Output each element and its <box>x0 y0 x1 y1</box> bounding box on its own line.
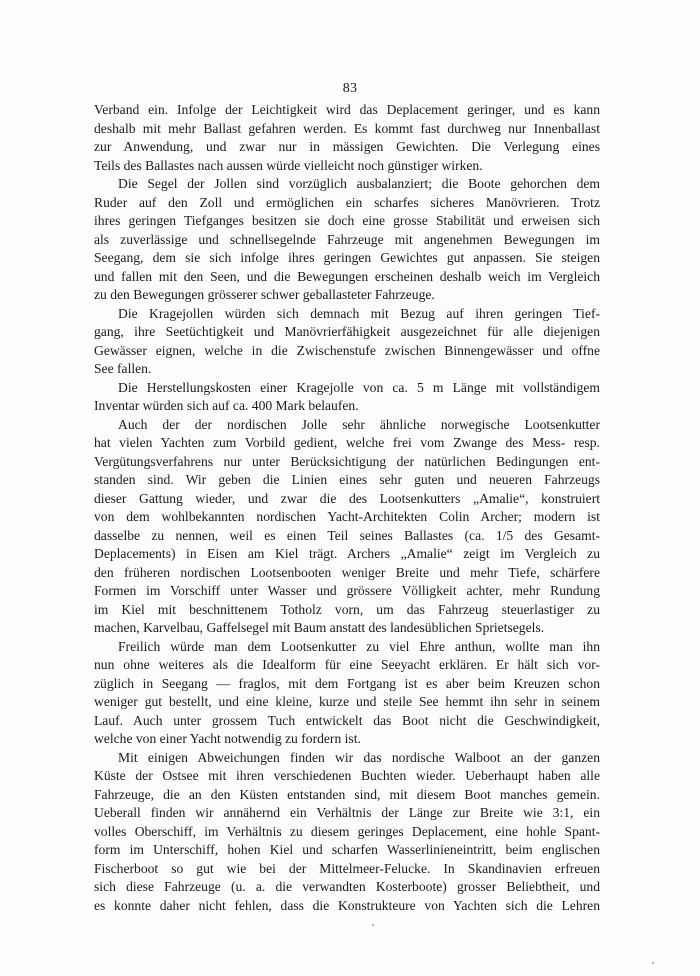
text-line: ihres geringen Tiefganges besitzen sie doch eine grosse Stabilität und erweisen sich <box>94 213 600 228</box>
text-line: Vergütungsverfahrens nur unter Berücksichtigung der natürlichen Bedingungen ent- <box>94 453 600 469</box>
text-line: sich diese Fahrzeuge (u. a. die verwandten Kosterboote) grosser Beliebtheit, und <box>94 879 600 894</box>
text-line: Fahrzeuge, die an den Küsten entstanden sind, mit diesem Boot manches gemein. <box>94 786 600 802</box>
text-line: hat vielen Yachten zum Vorbild gedient, welche frei vom Zwange des Mess- resp. <box>94 435 600 450</box>
text-line: deshalb mit mehr Ballast gefahren werden. Es kommt fast durchweg nur Innenballast <box>94 120 600 136</box>
text-line: welche von einer Yacht notwendig zu fordern ist. <box>94 731 361 746</box>
text-line: es konnte daher nicht fehlen, dass die Konstrukteure von Yachten sich die Lehren <box>94 897 600 913</box>
paragraph-3 <box>94 305 600 379</box>
text-line: dasselbe zu nennen, weil es einen Teil seines Ballastes (ca. 1/5 des Gesamt- <box>94 527 600 543</box>
text-line: See fallen. <box>94 361 152 376</box>
text-line: volles Oberschiff, im Verhältnis zu diesem geringes Deplacement, eine hohle Spant- <box>94 823 600 839</box>
text-line: im Kiel mit beschnittenem Totholz vorn, um das Fahrzeug steuerlastiger zu <box>94 601 600 617</box>
text-line: Seegang, dem sie sich infolge ihres geringen Gewichtes gut anpassen. Sie steigen <box>94 250 600 265</box>
text-line: form im Unterschiff, hohen Kiel und scharfen Wasserlinieneintritt, beim englischen <box>94 842 600 857</box>
text-line: Teils des Ballastes nach aussen würde vielleicht noch günstiger wirken. <box>94 157 483 173</box>
text-line: Mit einigen Abweichungen finden wir das nordische Walboot an der ganzen <box>118 749 600 765</box>
paragraph-2 <box>94 175 600 305</box>
text-line: zur Anwendung, und zwar nur in mässigen Gewichten. Die Verlegung eines <box>94 139 600 154</box>
page-number: 83 <box>342 81 358 96</box>
text-line: Freilich würde man dem Lootsenkutter zu viel Ehre anthun, wollte man ihn <box>118 638 600 654</box>
text-line: Ueberall finden wir annähernd ein Verhältnis der Länge zur Breite wie 3:1, ein <box>94 805 600 820</box>
text-line: den früheren nordischen Lootsenbooten weniger Breite und mehr Tiefe, schärfere <box>94 564 600 580</box>
text-line: Auch der der nordischen Jolle sehr ähnliche norwegische Lootsenkutter <box>118 416 600 432</box>
paragraph-7 <box>94 749 600 916</box>
text-line: nun ohne weiteres als die Idealform für eine Seeyacht erklären. Er hält sich vor- <box>94 657 600 672</box>
text-line: Fischerboot so gut wie bei der Mittelmeer-Felucke. In Skandinavien erfreuen <box>94 860 600 876</box>
text-line: Ruder auf den Zoll und ermöglichen ein scharfes sicheres Manövrieren. Trotz <box>94 194 600 210</box>
text-line: züglich in Seegang — fraglos, mit dem Fortgang ist es aber beim Kreuzen schon <box>94 675 600 691</box>
text-line: Deplacements) in Eisen am Kiel trägt. Archers „Amalie“ zeigt im Vergleich zu <box>94 546 600 561</box>
text-line: Die Herstellungskosten einer Kragejolle von ca. 5 m Länge mit vollständigem <box>118 379 600 395</box>
body-text <box>94 101 600 915</box>
text-line: gang, ihre Seetüchtigkeit und Manövrierfähigkeit ausgezeichnet für alle diejenigen <box>94 324 600 339</box>
text-line: und fallen mit den Seen, und die Bewegungen erscheinen deshalb weich im Vergleich <box>94 268 600 284</box>
text-line: Gewässer eignen, welche in die Zwischenstufe zwischen Binnengewässer und offne <box>94 342 600 358</box>
text-line: Die Kragejollen würden sich demnach mit Bezug auf ihren geringen Tief- <box>118 305 600 321</box>
scan-speck <box>652 962 654 964</box>
text-line: Formen im Vorschiff unter Wasser und grössere Völligkeit achter, mehr Rundung <box>94 583 600 598</box>
text-line: weniger gut bestellt, und eine kleine, kurze und steile See hemmt ihn sehr in seinem <box>94 694 600 709</box>
text-line: Inventar würden sich auf ca. 400 Mark belaufen. <box>94 398 359 413</box>
text-line: dieser Gattung wieder, und zwar die des Lootsenkutters „Amalie“, konstruiert <box>94 490 600 506</box>
text-line: von dem wohlbekannten nordischen Yacht-Architekten Colin Archer; modern ist <box>94 509 600 524</box>
paragraph-6 <box>94 638 600 749</box>
text-line: zu den Bewegungen grösserer schwer geballasteter Fahrzeuge. <box>94 287 435 302</box>
text-line: Küste der Ostsee mit ihren verschiedenen Buchten wieder. Ueberhaupt haben alle <box>94 768 600 783</box>
text-line: standen sind. Wir geben die Linien eines sehr guten und neueren Fahrzeugs <box>94 472 600 487</box>
paragraph-4 <box>94 379 600 416</box>
scan-speck <box>372 924 374 926</box>
paragraph-5 <box>94 416 600 638</box>
text-line: Lauf. Auch unter grossem Tuch entwickelt das Boot nicht die Geschwindigkeit, <box>94 712 600 728</box>
text-line: Verband ein. Infolge der Leichtigkeit wird das Deplacement geringer, und es kann <box>94 102 600 117</box>
paragraph-1 <box>94 101 600 175</box>
text-line: als zuverlässige und schnellsegelnde Fahrzeuge mit angenehmen Bewegungen im <box>94 231 600 247</box>
text-line: machen, Karvelbau, Gaffelsegel mit Baum anstatt des landesüblichen Sprietsegels. <box>94 620 545 635</box>
text-line: Die Segel der Jollen sind vorzüglich ausbalanziert; die Boote gehorchen dem <box>118 176 600 191</box>
